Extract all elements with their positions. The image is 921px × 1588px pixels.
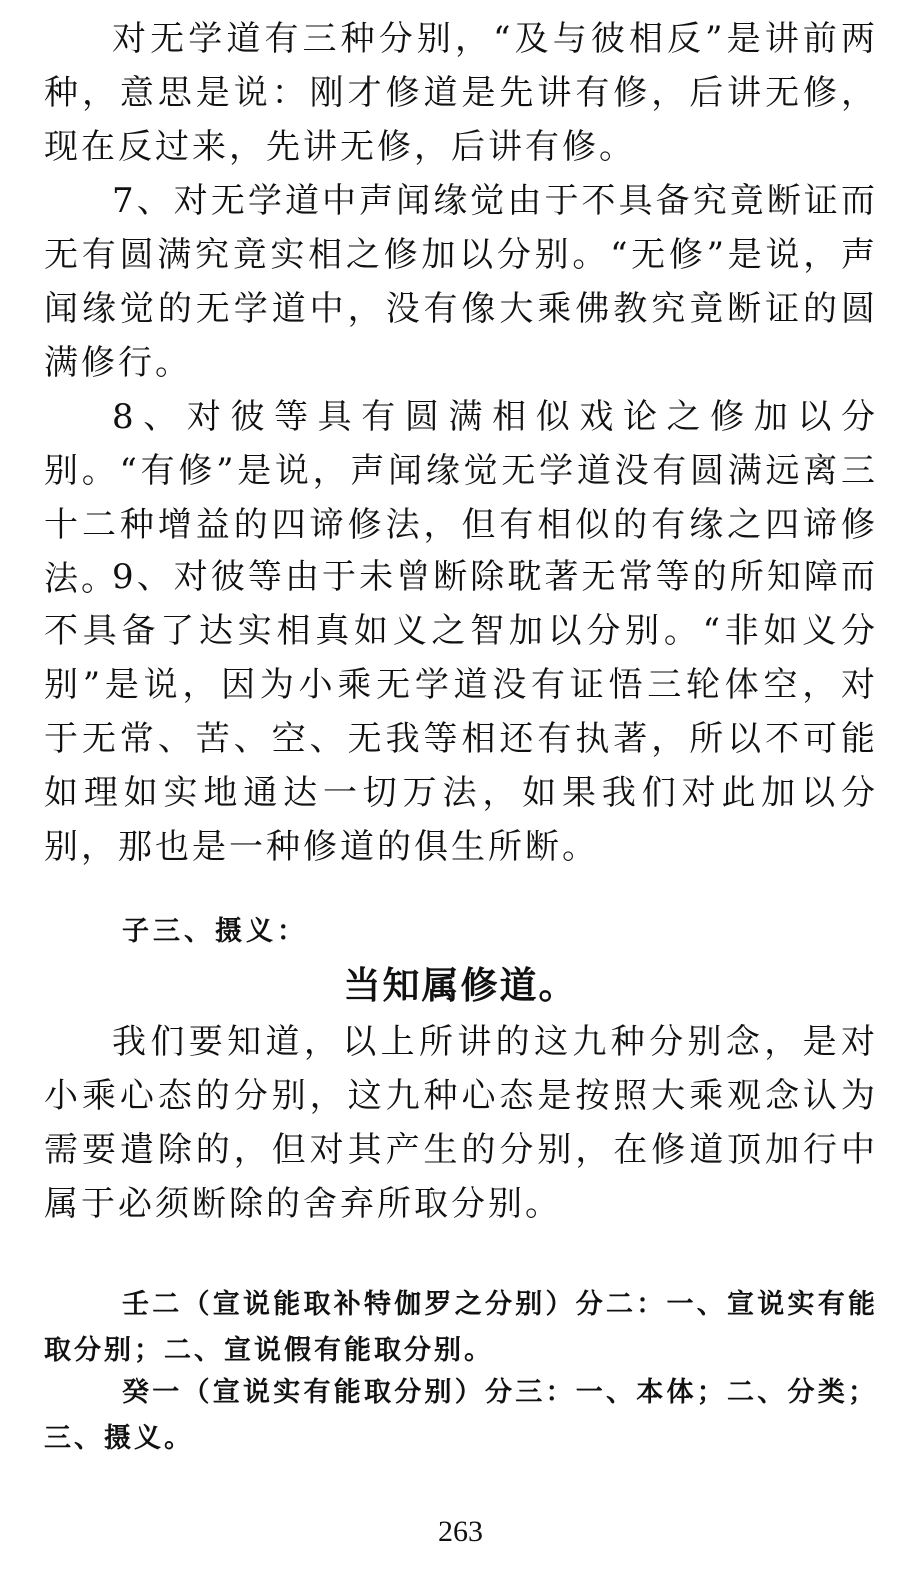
paragraph-item-9: 9、对彼等由于未曾断除耽著无常等的所知障而不具备了达实相真如义之智加以分别。“非如义分别”是说，因为小乘无学道没有证悟三轮体空，对于无常、苦、空、无我等相还有执著，所以不可能如理如实地通达一切万法，如果我们对此加以分别，那也是一种修道的俱生所断。 <box>44 557 878 867</box>
root-verse: 当知属修道。 <box>343 964 578 1007</box>
paragraph-intro: 对无学道有三种分别，“及与彼相反”是讲前两种，意思是说：刚才修道是先讲有修，后讲无修，现在反过来，先讲无修，后讲有修。 <box>44 19 878 167</box>
section-heading-gui-1: 癸一（宣说实有能取分别）分三：一、本体；二、分类；三、摄义。 <box>44 1377 878 1454</box>
commentary-paragraph: 我们要知道，以上所讲的这九种分别念，是对小乘心态的分别，这九种心态是按照大乘观念认为需要遣除的，但对其产生的分别，在修道顶加行中属于必须断除的舍弃所取分别。 <box>44 1022 878 1224</box>
paragraph-item-7: 7、对无学道中声闻缘觉由于不具备究竟断证而无有圆满究竟实相之修加以分别。“无修”是说，声闻缘觉的无学道中，没有像大乘佛教究竟断证的圆满修行。 <box>44 181 878 383</box>
section-heading-ren-2: 壬二（宣说能取补特伽罗之分别）分二：一、宣说实有能取分别；二、宣说假有能取分别。 <box>44 1289 878 1366</box>
paragraph-item-8: 8、对彼等具有圆满相似戏论之修加以分别。“有修”是说，声闻缘觉无学道没有圆满远离三十二种增益的四谛修法，但有相似的有缘之四谛修法。 <box>44 397 878 599</box>
outline-label-summary: 子三、摄义： <box>122 916 308 947</box>
page-number: 263 <box>438 1515 483 1548</box>
